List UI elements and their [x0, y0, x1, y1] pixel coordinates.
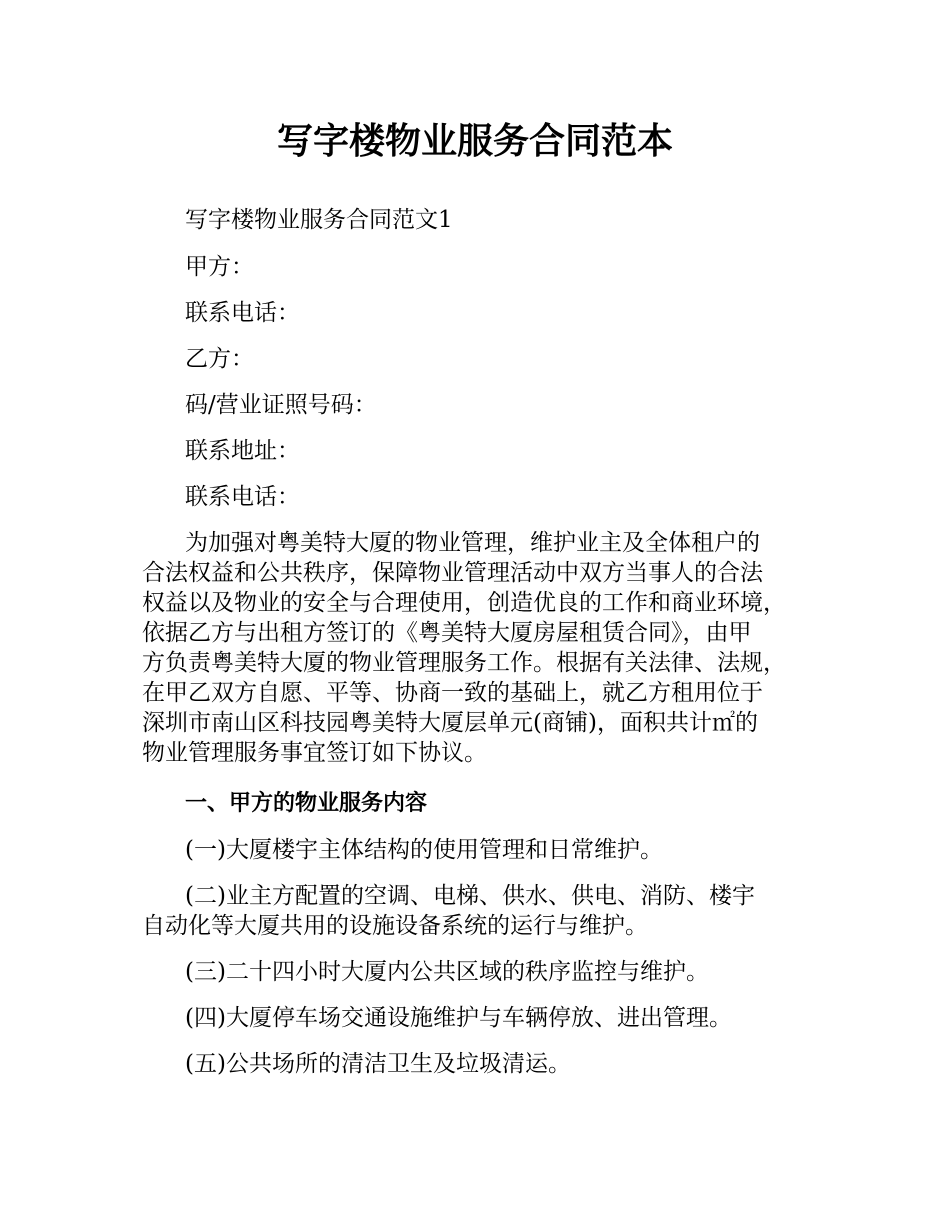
- field-phone-b: 联系电话：: [185, 484, 300, 510]
- intro-line: 方负责粤美特大厦的物业管理服务工作。根据有关法律、法规，: [142, 650, 786, 676]
- document-title: 写字楼物业服务合同范本: [276, 121, 673, 162]
- service-item-2-line: 自动化等大厦共用的设施设备系统的运行与维护。: [142, 913, 648, 939]
- intro-line: 为加强对粤美特大厦的物业管理，维护业主及全体租户的: [185, 530, 760, 556]
- field-party-b: 乙方：: [185, 346, 254, 372]
- intro-line: 依据乙方与出租方签订的《粤美特大厦房屋租赁合同》，由甲: [142, 620, 752, 646]
- intro-line: 权益以及物业的安全与合理使用，创造优良的工作和商业环境，: [142, 590, 786, 616]
- field-party-a: 甲方：: [185, 254, 254, 280]
- intro-paragraph: [142, 528, 842, 768]
- field-license-number: 码/营业证照号码：: [185, 392, 377, 418]
- service-item-2: [142, 881, 842, 941]
- subtitle: 写字楼物业服务合同范文1: [185, 207, 453, 233]
- intro-line: 深圳市南山区科技园粤美特大厦层单元(商铺)，面积共计㎡的: [142, 710, 758, 736]
- section-heading: 一、甲方的物业服务内容: [185, 791, 428, 816]
- service-item-2-line: (二)业主方配置的空调、电梯、供水、供电、消防、楼宇: [185, 883, 755, 909]
- field-phone-a: 联系电话：: [185, 300, 300, 326]
- intro-line: 物业管理服务事宜签订如下协议。: [142, 740, 487, 766]
- field-address: 联系地址：: [185, 438, 300, 464]
- service-item-4: (四)大厦停车场交通设施维护与车辆停放、进出管理。: [185, 1005, 732, 1031]
- service-item-5: (五)公共场所的清洁卫生及垃圾清运。: [185, 1051, 571, 1077]
- service-item-3: (三)二十四小时大厦内公共区域的秩序监控与维护。: [185, 959, 709, 985]
- service-item-1: (一)大厦楼宇主体结构的使用管理和日常维护。: [185, 837, 663, 863]
- intro-line: 在甲乙双方自愿、平等、协商一致的基础上，就乙方租用位于: [142, 680, 763, 706]
- intro-line: 合法权益和公共秩序，保障物业管理活动中双方当事人的合法: [142, 560, 763, 586]
